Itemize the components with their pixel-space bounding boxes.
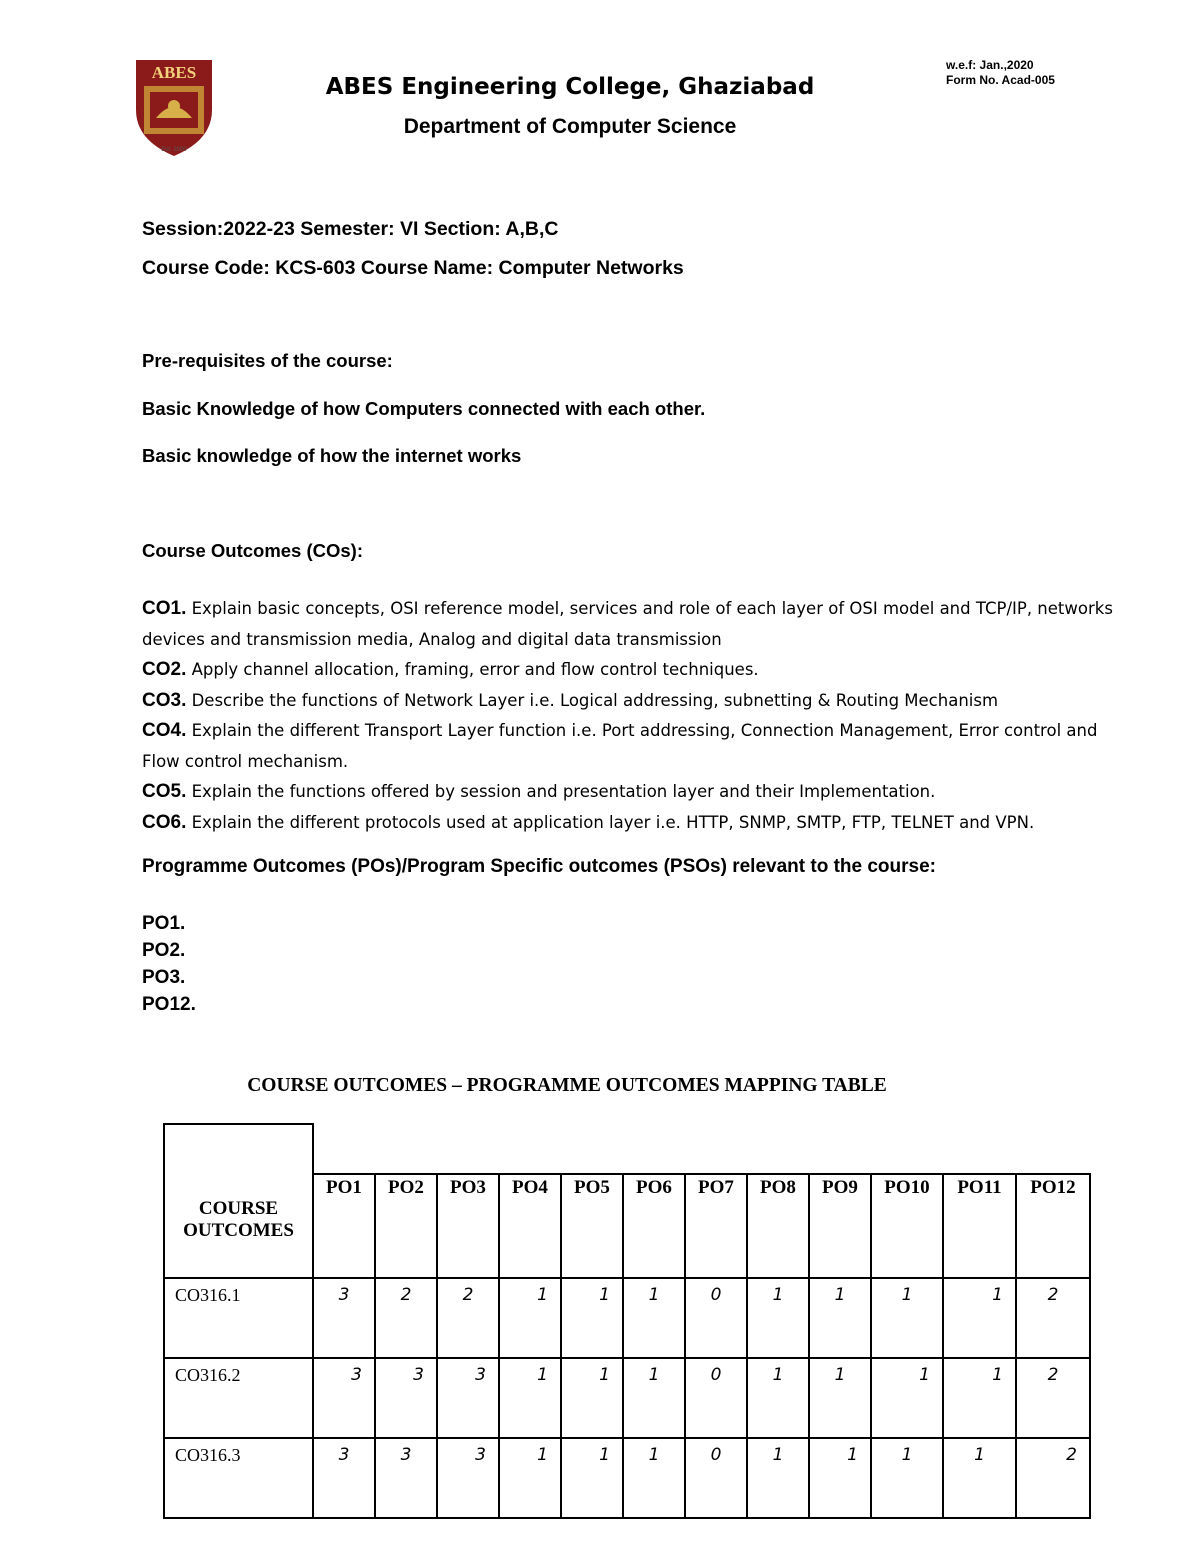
table-cell: 1 xyxy=(943,1278,1016,1358)
co-text: Explain the functions offered by session and presentation layer and their Implementation. xyxy=(186,782,936,801)
co-text: Explain the different Transport Layer function i.e. Port addressing, Connection Management, Error control and Flow control mechanism. xyxy=(142,721,1098,771)
table-cell: 1 xyxy=(809,1438,871,1518)
column-header: PO12 xyxy=(1016,1174,1090,1278)
table-cell: 1 xyxy=(499,1278,561,1358)
table-top-row xyxy=(164,1124,1090,1174)
logo-shield-icon xyxy=(134,58,214,158)
po-item: PO1. xyxy=(142,913,186,934)
co-id: CO5. xyxy=(142,781,187,802)
prerequisites-heading: Pre-requisites of the course: xyxy=(142,350,393,371)
course-outcomes-heading: Course Outcomes (COs): xyxy=(142,540,364,561)
table-cell: 0 xyxy=(685,1278,747,1358)
row-label: CO316.2 xyxy=(164,1358,313,1438)
table-cell: 0 xyxy=(685,1438,747,1518)
co-id: CO3. xyxy=(142,689,187,711)
programme-outcomes-list xyxy=(142,910,196,1018)
table-cell: 1 xyxy=(561,1438,623,1518)
course-outcome-item xyxy=(142,655,1122,686)
table-cell: 3 xyxy=(375,1438,437,1518)
course-outcome-item xyxy=(142,716,1122,777)
table-cell: 2 xyxy=(375,1278,437,1358)
table-cell: 3 xyxy=(437,1358,499,1438)
column-header: PO6 xyxy=(623,1174,685,1278)
table-cell: 1 xyxy=(499,1438,561,1518)
table-cell: 1 xyxy=(623,1358,685,1438)
course-outcome-item xyxy=(142,594,1122,655)
wef-date: w.e.f: Jan.,2020 xyxy=(946,58,1034,72)
table-cell: 2 xyxy=(1016,1438,1090,1518)
po-item: PO3. xyxy=(142,967,186,988)
column-header: PO1 xyxy=(313,1174,375,1278)
course-outcome-item xyxy=(142,686,1122,717)
mapping-table-title: COURSE OUTCOMES – PROGRAMME OUTCOMES MAPPING TABLE xyxy=(247,1075,887,1096)
co-id: CO1. xyxy=(142,598,187,619)
column-header: PO2 xyxy=(375,1174,437,1278)
programme-outcomes-heading: Programme Outcomes (POs)/Program Specific outcomes (PSOs) relevant to the course: xyxy=(142,856,936,877)
column-header: PO7 xyxy=(685,1174,747,1278)
logo-est: Est. 2000 xyxy=(161,147,187,153)
po-item: PO2. xyxy=(142,940,186,961)
table-cell: 1 xyxy=(499,1358,561,1438)
course-code-line: Course Code: KCS-603 Course Name: Computer Networks xyxy=(142,257,684,279)
table-cell: 2 xyxy=(437,1278,499,1358)
form-number: Form No. Acad-005 xyxy=(946,73,1055,87)
table-cell: 1 xyxy=(943,1358,1016,1438)
corner-line: COURSE xyxy=(198,1198,279,1219)
corner-header xyxy=(164,1124,313,1278)
co-text: Explain the different protocols used at application layer i.e. HTTP, SNMP, SMTP, FTP, TELNET and VPN. xyxy=(186,812,1035,832)
table-row xyxy=(164,1358,1090,1438)
college-logo xyxy=(134,58,214,158)
table-cell: 0 xyxy=(685,1358,747,1438)
table-cell: 1 xyxy=(623,1438,685,1518)
table-cell: 1 xyxy=(871,1358,943,1438)
table-cell: 1 xyxy=(561,1278,623,1358)
co-text: Apply channel allocation, framing, error and flow control techniques. xyxy=(186,660,759,679)
table-cell: 1 xyxy=(943,1438,1016,1518)
column-header: PO4 xyxy=(499,1174,561,1278)
session-line: Session:2022-23 Semester: VI Section: A,B,C xyxy=(142,218,559,240)
co-po-mapping-table xyxy=(163,1123,1091,1519)
table-row xyxy=(164,1438,1090,1518)
co-id: CO6. xyxy=(142,811,187,833)
table-cell: 3 xyxy=(437,1438,499,1518)
column-header: PO5 xyxy=(561,1174,623,1278)
table-cell: 2 xyxy=(1016,1358,1090,1438)
co-id: CO2. xyxy=(142,659,187,680)
corner-line: OUTCOMES xyxy=(183,1220,294,1241)
table-cell: 1 xyxy=(747,1278,809,1358)
column-header: PO11 xyxy=(943,1174,1016,1278)
table-cell: 3 xyxy=(313,1278,375,1358)
co-text: Explain basic concepts, OSI reference model, services and role of each layer of OSI model and TCP/IP, networks devices and transmission media, Analog and digital data transmission xyxy=(142,599,1113,649)
table-cell: 1 xyxy=(871,1278,943,1358)
table-cell: 1 xyxy=(561,1358,623,1438)
column-header: PO9 xyxy=(809,1174,871,1278)
department-name: Department of Computer Science xyxy=(403,115,737,138)
co-text: Describe the functions of Network Layer i.e. Logical addressing, subnetting & Routing Mechanism xyxy=(186,690,999,710)
college-name: ABES Engineering College, Ghaziabad xyxy=(325,74,815,100)
course-outcome-item xyxy=(142,777,1122,808)
course-outcomes-list xyxy=(142,594,1122,838)
course-outcome-item xyxy=(142,808,1122,839)
table-top-blank xyxy=(313,1124,1090,1174)
table-cell: 1 xyxy=(747,1358,809,1438)
table-cell: 3 xyxy=(313,1358,375,1438)
table-row xyxy=(164,1278,1090,1358)
table-cell: 3 xyxy=(375,1358,437,1438)
table-cell: 1 xyxy=(747,1438,809,1518)
column-header: PO10 xyxy=(871,1174,943,1278)
table-cell: 3 xyxy=(313,1438,375,1518)
prerequisite-item: Basic knowledge of how the internet works xyxy=(142,445,522,466)
row-label: CO316.1 xyxy=(164,1278,313,1358)
table-cell: 2 xyxy=(1016,1278,1090,1358)
table-cell: 1 xyxy=(871,1438,943,1518)
co-id: CO4. xyxy=(142,720,187,741)
table-cell: 1 xyxy=(809,1358,871,1438)
column-header: PO3 xyxy=(437,1174,499,1278)
logo-text: ABES xyxy=(151,63,197,82)
prerequisite-item: Basic Knowledge of how Computers connected with each other. xyxy=(142,398,706,419)
po-item: PO12. xyxy=(142,994,196,1015)
row-label: CO316.3 xyxy=(164,1438,313,1518)
table-cell: 1 xyxy=(809,1278,871,1358)
table-cell: 1 xyxy=(623,1278,685,1358)
column-header: PO8 xyxy=(747,1174,809,1278)
